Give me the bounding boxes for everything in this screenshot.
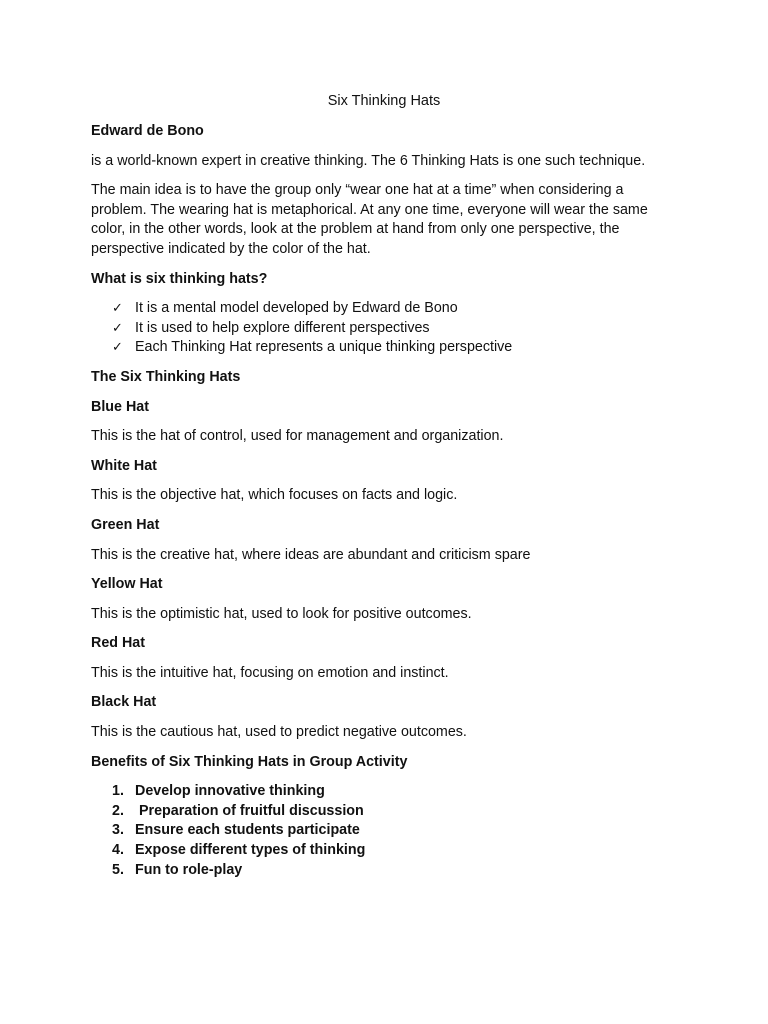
checkmark-icon: ✓: [112, 301, 123, 317]
list-item: [112, 821, 681, 841]
list-item: [112, 861, 681, 881]
checkmark-icon: ✓: [112, 340, 123, 356]
list-item: [112, 841, 681, 861]
intro-paragraph: is a world-known expert in creative thinking. The 6 Thinking Hats is one such technique.: [91, 152, 646, 169]
list-item-text: Expose different types of thinking: [135, 842, 366, 859]
hat-title-green: Green Hat: [91, 516, 160, 533]
hat-desc-red: This is the intuitive hat, focusing on emotion and instinct.: [91, 664, 449, 681]
list-item-text: Ensure each students participate: [135, 822, 360, 839]
hat-title-black: Black Hat: [91, 694, 157, 711]
hat-title-white: White Hat: [91, 457, 157, 474]
list-item-text: Fun to role-play: [135, 861, 243, 878]
benefits-heading: Benefits of Six Thinking Hats in Group Activity: [91, 753, 408, 770]
document-body: [91, 122, 681, 880]
list-item-text: Develop innovative thinking: [135, 783, 325, 800]
list-number: 2.: [112, 802, 124, 819]
hats-heading: The Six Thinking Hats: [91, 368, 241, 385]
list-item: [112, 802, 681, 822]
list-item-text: Preparation of fruitful discussion: [135, 802, 364, 819]
hat-desc-black: This is the cautious hat, used to predict negative outcomes.: [91, 724, 467, 741]
hat-desc-white: This is the objective hat, which focuses on facts and logic.: [91, 487, 458, 504]
hat-title-blue: Blue Hat: [91, 398, 149, 415]
hat-desc-blue: This is the hat of control, used for management and organization.: [91, 428, 504, 445]
list-number: 4.: [112, 842, 124, 859]
list-number: 3.: [112, 822, 124, 839]
list-number: 1.: [112, 783, 124, 800]
benefits-list: [91, 782, 681, 880]
main-idea-paragraph: The main idea is to have the group only “wear one hat at a time” when considering a problem. The wearing hat is metaphorical. At any one time, everyone will wear the same color, in the other words, look at the problem at hand from only one perspective, the perspective indicated by the color of the hat.: [91, 182, 648, 257]
hat-title-yellow: Yellow Hat: [91, 576, 163, 593]
document-title: Six Thinking Hats: [327, 93, 441, 109]
hat-desc-green: This is the creative hat, where ideas are abundant and criticism spare: [91, 546, 531, 563]
hat-desc-yellow: This is the optimistic hat, used to look for positive outcomes.: [91, 605, 472, 622]
hat-title-red: Red Hat: [91, 635, 146, 652]
list-item-text: Each Thinking Hat represents a unique thinking perspective: [135, 339, 513, 356]
what-heading: What is six thinking hats?: [91, 270, 268, 287]
list-item: [112, 299, 681, 319]
list-number: 5.: [112, 861, 124, 878]
checkmark-icon: ✓: [112, 320, 123, 336]
list-item: [112, 338, 681, 358]
author-name: Edward de Bono: [91, 123, 204, 139]
list-item: [112, 782, 681, 802]
list-item-text: It is used to help explore different perspectives: [135, 319, 430, 336]
list-item: [112, 319, 681, 339]
what-list: [91, 299, 681, 358]
list-item-text: It is a mental model developed by Edward de Bono: [135, 300, 458, 317]
